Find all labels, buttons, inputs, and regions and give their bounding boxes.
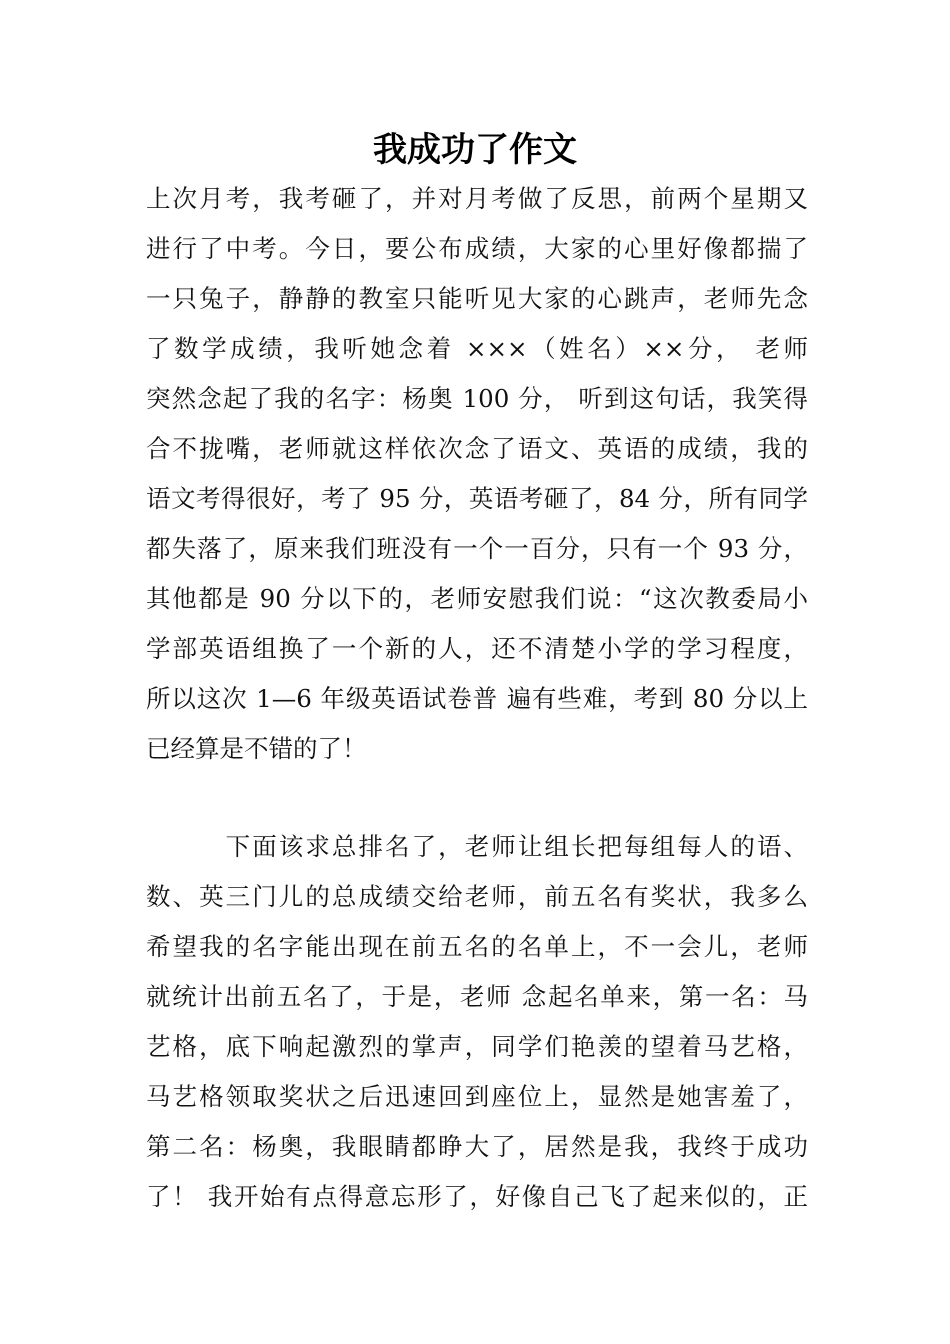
text-line: 就统计出前五名了，于是，老师 念起名单来，第一名：马 [146,982,808,1011]
text-line: 其他都是 90 分以下的，老师安慰我们说：“这次教委局小 [146,584,808,613]
text-line: 语文考得很好，考了 95 分，英语考砸了，84 分，所有同学 [146,484,808,513]
text-line: 一只兔子，静静的教室只能听见大家的心跳声，老师先念 [146,284,808,313]
text-line: 了！ 我开始有点得意忘形了，好像自己飞了起来似的，正 [146,1182,808,1211]
text-line: 上次月考，我考砸了，并对月考做了反思，前两个星期又 [146,184,808,213]
text-line: 进行了中考。今日，要公布成绩，大家的心里好像都揣了 [146,234,808,263]
text-line: 数、英三门儿的总成绩交给老师，前五名有奖状，我多么 [146,882,808,911]
text-line: 合不拢嘴，老师就这样依次念了语文、英语的成绩，我的 [146,434,808,463]
text-line: 突然念起了我的名字：杨奥 100 分， 听到这句话，我笑得 [146,384,808,413]
text-line: 艺格，底下响起激烈的掌声，同学们艳羡的望着马艺格， [146,1032,808,1061]
text-line: 所以这次 1—6 年级英语试卷普 遍有些难，考到 80 分以上 [146,684,808,713]
text-line: 第二名：杨奥，我眼睛都睁大了，居然是我，我终于成功 [146,1132,808,1161]
text-line: 下面该求总排名了，老师让组长把每组每人的语、 [146,832,808,861]
text-line: 了数学成绩，我听她念着 ×××（姓名）××分， 老师 [146,334,808,363]
text-line: 都失落了，原来我们班没有一个一百分，只有一个 93 分， [146,534,808,563]
text-line: 已经算是不错的了！ [146,734,367,763]
text-line: 希望我的名字能出现在前五名的名单上，不一会儿，老师 [146,932,808,961]
document-title: 我成功了作文 [373,130,577,170]
text-line: 学部英语组换了一个新的人，还不清楚小学的学习程度， [146,634,808,663]
text-line: 马艺格领取奖状之后迅速回到座位上，显然是她害羞了， [146,1082,808,1111]
